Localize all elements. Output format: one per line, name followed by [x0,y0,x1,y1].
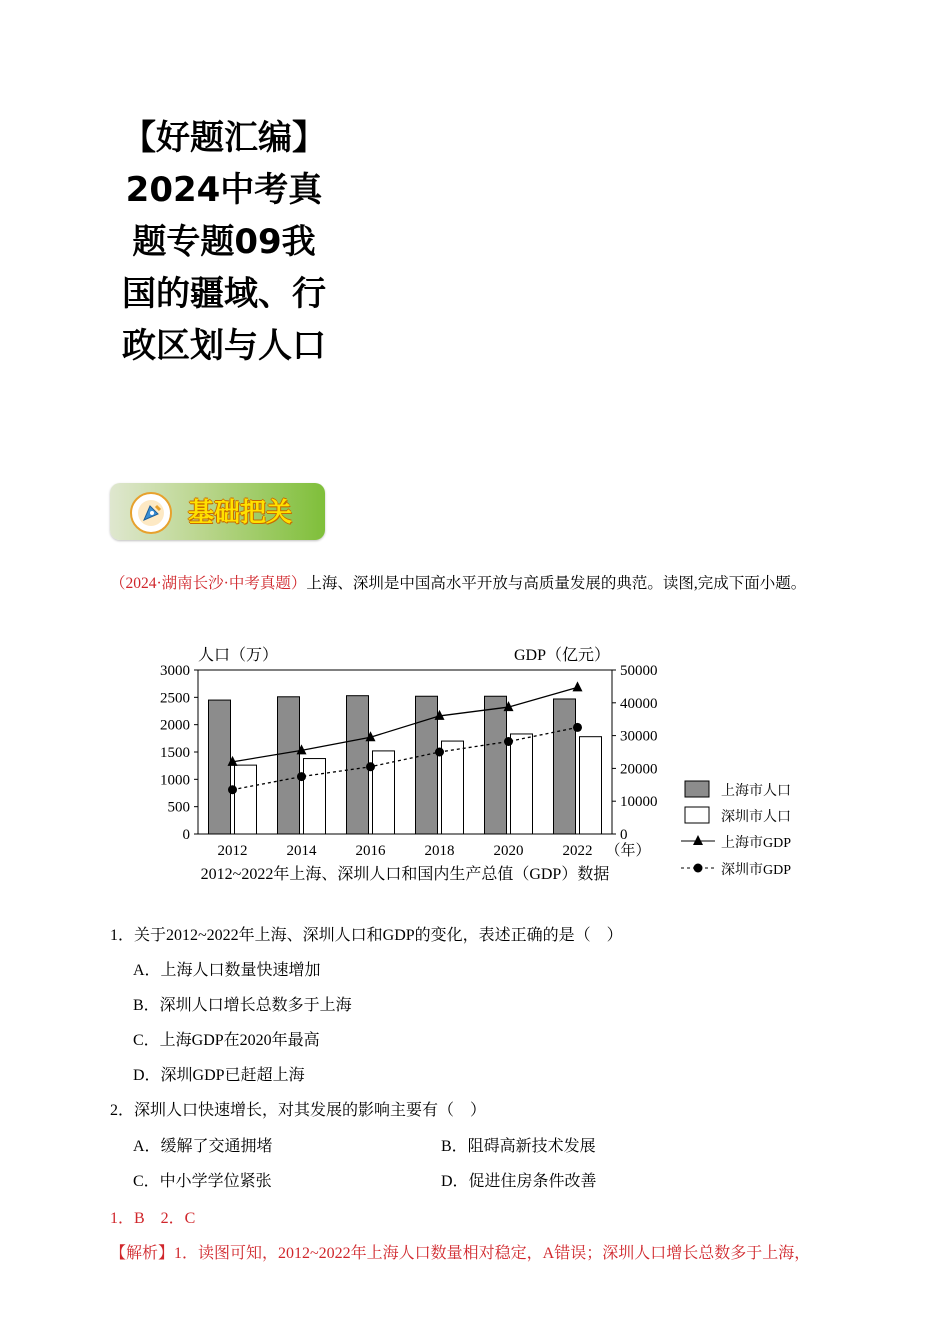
left-axis-title: 人口（万） [198,647,279,664]
x-tick-label: 2018 [424,843,455,859]
pen-nib-icon [130,492,172,534]
shenzhen-population-bar [442,741,464,834]
left-tick-label: 1500 [160,745,190,761]
answer-key: 1．B 2．C [110,1210,196,1227]
shanghai-population-bar [554,699,576,834]
legend-label: 深圳市人口 [721,810,791,825]
explanation-label: 【解析】 [110,1245,175,1262]
right-tick-label: 10000 [620,794,658,811]
left-tick-label: 500 [167,799,190,816]
shenzhen-population-bar [511,734,533,834]
left-tick-label: 2500 [160,690,190,707]
badge-label: 基础把关 [188,498,293,528]
shenzhen-gdp-point [366,762,375,771]
q1-option-d: D．深圳GDP已赶超上海 [133,1067,305,1084]
shenzhen-gdp-point [504,737,513,746]
population-gdp-chart [140,640,820,890]
page-title: 【好题汇编】2024中考真题专题09我国的疆域、行政区划与人口 [122,118,326,366]
chart-title: 2012~2022年上海、深圳人口和国内生产总值（GDP）数据 [200,866,610,883]
x-tick-label: 2012 [217,843,248,859]
legend-swatch-shenzhen-population [685,807,709,823]
legend-label: 深圳市GDP [721,863,792,878]
q1-option-b: B．深圳人口增长总数多于上海 [133,997,352,1014]
question-source: （2024·湖南长沙·中考真题） [110,575,307,592]
shanghai-gdp-point [573,681,583,691]
q1-option-a: A．上海人口数量快速增加 [133,962,321,979]
question-intro [110,566,840,602]
legend-marker-shenzhen-gdp [694,864,703,873]
section-badge [110,483,325,540]
shanghai-population-bar [209,700,231,834]
question-1-stem: 1．关于2012~2022年上海、深圳人口和GDP的变化，表述正确的是（ ） [110,927,623,944]
right-tick-label: 30000 [620,728,658,745]
q2-option-d: D．促进住房条件改善 [441,1173,597,1190]
q2-option-c: C．中小学学位紧张 [133,1173,272,1190]
left-tick-label: 0 [182,827,190,843]
right-axis-title: GDP（亿元） [513,647,610,664]
shenzhen-population-bar [373,751,395,834]
shanghai-population-bar [485,696,507,834]
x-tick-label: 2016 [355,843,386,859]
shenzhen-population-bar [580,737,602,834]
x-tick-label: 2014 [286,843,317,859]
q2-option-a: A．缓解了交通拥堵 [133,1138,273,1155]
shenzhen-population-bar [235,765,257,834]
legend-label: 上海市GDP [721,836,792,851]
q1-option-c: C．上海GDP在2020年最高 [133,1032,320,1049]
shenzhen-gdp-point [573,723,582,732]
left-tick-label: 3000 [160,663,190,679]
q2-option-b: B．阻碍高新技术发展 [441,1138,596,1155]
x-tick-label: 2020 [493,843,524,859]
x-tick-label: 2022 [562,843,593,859]
explanation-text: 1．读图可知，2012~2022年上海人口数量相对稳定，A错误；深圳人口增长总数多于上海， [174,1245,811,1262]
legend-marker-shanghai-gdp [693,835,703,845]
left-tick-label: 1000 [160,772,190,789]
shanghai-population-bar [278,697,300,834]
shenzhen-gdp-point [297,772,306,781]
legend-swatch-shanghai-population [685,781,709,797]
question-2-stem: 2．深圳人口快速增长，对其发展的影响主要有（ ） [110,1102,487,1119]
shanghai-population-bar [347,696,369,834]
right-tick-label: 40000 [620,695,658,712]
intro-text: 上海、深圳是中国高水平开放与高质量发展的典范。读图,完成下面小题。 [306,575,807,592]
shenzhen-population-bar [304,759,326,834]
right-tick-label: 50000 [620,663,658,679]
right-tick-label: 20000 [620,761,658,778]
shenzhen-gdp-point [435,748,444,757]
explanation [110,1240,870,1263]
shenzhen-gdp-point [228,785,237,794]
right-tick-label: 0 [620,827,628,843]
x-unit-label: （年） [605,843,651,859]
left-tick-label: 2000 [160,717,190,734]
legend-label: 上海市人口 [721,784,791,799]
